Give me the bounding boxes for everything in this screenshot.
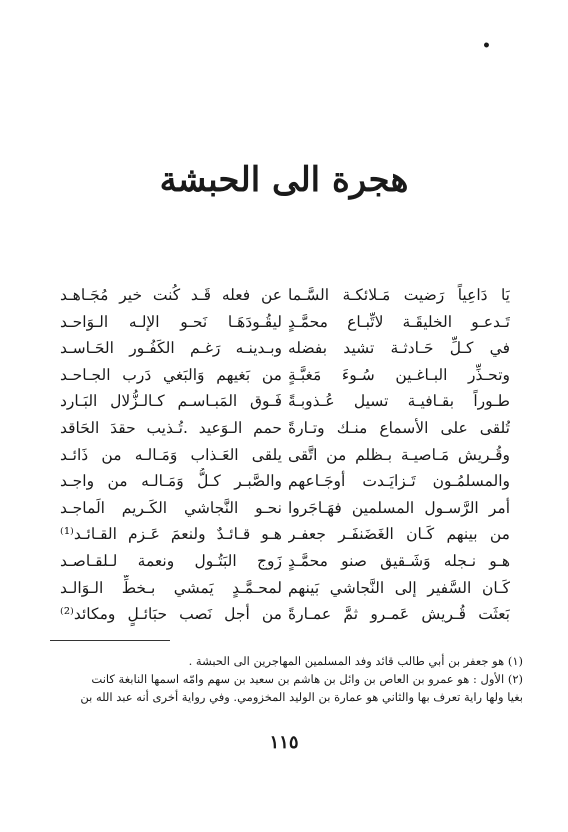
corner-mark: • [482,38,491,54]
verse-first-hemistich: وقُـريش مَـاصيـة بـظلم من اتَّقى [288,445,510,464]
verse-first-hemistich: بَعثَت قُـريش عَمـرو ثمَّ عمـارةً [288,605,510,624]
verse-second-hemistich: وبـدينـه رَغـم الكَفُـور الحَـاسـد [60,339,282,358]
verse-second-hemistich: هـو قـائـدٌ ولنعمَ عَـزم القـائـد⁽¹⁾ [60,525,282,544]
footnote-line: (١) هو جعفر بن أبي طالب قائد وفد المسلمين المهاجرين الى الحبشة . [188,654,523,668]
verse-first-hemistich: كَـان السَّفير إلى النَّجاشي بَينهم [288,578,510,597]
page-number: ١١٥ [269,732,299,753]
verse-first-hemistich: من بينهم كَـان الغَضَنفَـر جعفـر [288,525,510,544]
verse-first-hemistich: طـوراً بقـافيـة تسيل عُـذوبـةً [288,392,510,411]
verse-second-hemistich: ليقُـودَهَـا نَحـو الإلـه الـوَاحـد [60,312,282,331]
verse-second-hemistich: والصَّبـر كـلُّ وَمَـالـه من واجـد [60,472,282,491]
poem-right-column [288,282,510,628]
footnotes [45,652,523,706]
verse-first-hemistich: يَا دَاعِياً رَضيت مَـلائكـة السَّـما [288,286,510,304]
verse-second-hemistich: من بَغيهم وَالبَغي دَرب الجـاحـد [60,365,282,384]
poem-title: هجرة الى الحبشة [159,160,409,200]
verse-first-hemistich: تَـدعـو الخليقَـة لاتِّبـاع محمَّـدٍ [288,312,510,331]
verse-second-hemistich: لمحـمَّـدٍ يَمشي بـخطِّ الـوَالـد [60,578,282,597]
verse-first-hemistich: والمسلمُـون تَـزايَـدت أوجَـاعهم [288,472,510,491]
verse-first-hemistich: تُلقى على الأسماع منـك وتـارةً [288,418,510,437]
verse-second-hemistich: فَـوق المَبـاسـم كـالـزُّلال البَـارد [60,392,282,411]
footnote-line: بغيا ولها راية تعرف بها والثاني هو عمارة بن الوليد المخزومي. وفي رواية أخرى أنه عبد الله بن [80,690,523,704]
verse-second-hemistich: يلقى العَـذاب وَمَـالـه من ذَائـد [60,445,282,464]
verse-first-hemistich: في كـلِّ حَـادثـة تشيد بفضله [288,339,510,358]
verse-first-hemistich: هـو نـجله وَشَـقيق صنو محمَّـدٍ [288,551,510,570]
verse-second-hemistich: نحـو النَّجاشي الكَـريم الَماجـد [60,498,282,517]
verse-first-hemistich: أمر الرَّسـول المسلمين فهَـاجَروا [288,498,510,517]
verse-second-hemistich: حمم الـوَعيد .تُـذيب حقدَ الحَاقد [60,418,282,437]
footnote-line: (٢) الأول : هو عمرو بن العاص بن وائل بن هاشم بن سعيد بن سهم وامّه اسمها النابغة كانت [91,672,523,686]
poem-left-column [60,282,282,628]
verse-first-hemistich: وتحـذِّر البـاغـين سُـوءَ مَغبَّـةٍ [288,365,510,384]
verse-second-hemistich: زَوج البَتُـول ونعمة لـلقـاصـد [60,551,282,570]
verse-second-hemistich: عن فعله قَـد كُنت خير مُجَـاهـد [60,286,282,304]
footnote-divider [50,640,170,641]
verse-second-hemistich: من أجل نَصب حبَائـلٍ ومكائد⁽²⁾ [60,605,282,624]
